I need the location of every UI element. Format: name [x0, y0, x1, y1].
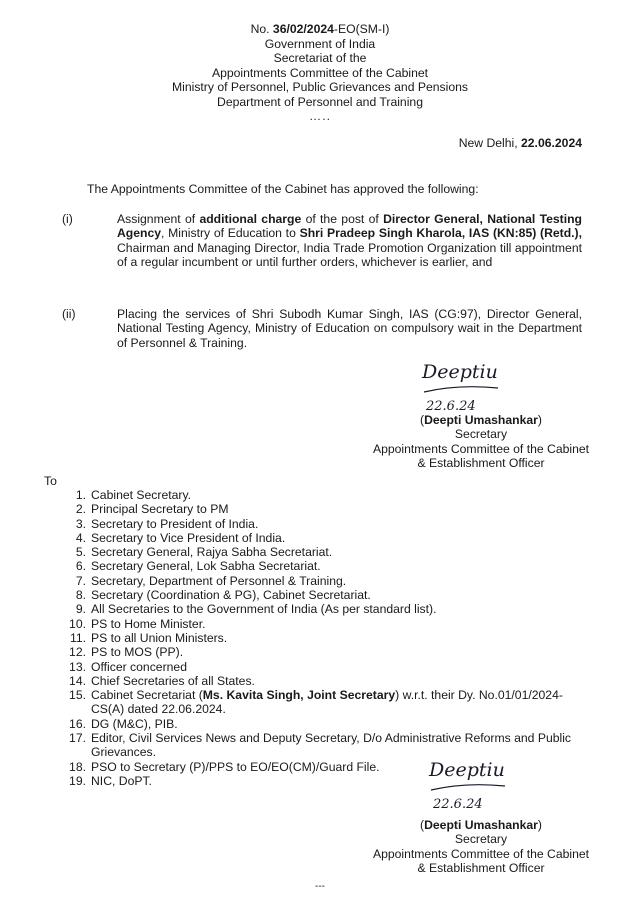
signatory-name: (Deepti Umashankar): [420, 818, 542, 832]
list-item: 4. Secretary to Vice President of India.: [75, 530, 286, 545]
svg-text:Deeptiu: Deeptiu: [429, 759, 505, 781]
header-dots: …..: [309, 109, 331, 123]
item-text-2: Placing the services of Shri Subodh Kumar Singh, IAS (CG:97), Director General, National Testing Agency, Ministry of Education on compulsory wait in the Department of Personnel & Training.: [117, 307, 582, 350]
list-item: 1. Cabinet Secretary.: [75, 488, 192, 502]
place-date: New Delhi, 22.06.2024: [458, 136, 582, 150]
header-line-ministry: Ministry of Personnel, Public Grievances and Pensions: [171, 80, 469, 94]
header-line-department: Department of Personnel and Training: [217, 94, 423, 109]
list-item: 8. Secretary (Coordination & PG), Cabinet Secretariat.: [75, 588, 371, 603]
item-number-1: (i): [62, 212, 73, 226]
signatory-role: & Establishment Officer: [417, 455, 545, 470]
signatory-org: Appointments Committee of the Cabinet: [372, 846, 590, 861]
list-item: 5. Secretary General, Rajya Sabha Secretariat.: [75, 545, 333, 560]
list-item: 14. Chief Secretaries of all States.: [69, 673, 255, 688]
list-item: 12. PS to MOS (PP).: [69, 645, 184, 660]
handwritten-signature: [418, 354, 528, 416]
to-label: To: [44, 474, 57, 488]
list-item: 18. PSO to Secretary (P)/PPS to EO/EO(CM)/Guard File.: [69, 759, 380, 774]
header-line-committee: Appointments Committee of the Cabinet: [211, 65, 429, 80]
list-item: 2. Principal Secretary to PM: [75, 502, 229, 517]
header-line-government: Government of India: [264, 36, 376, 51]
signature-block-1: [320, 413, 640, 470]
list-item: 9. All Secretaries to the Government of India (As per standard list).: [75, 602, 437, 617]
list-item: 16. DG (M&C), PIB.: [69, 716, 178, 731]
svg-text:Deeptiu: Deeptiu: [422, 361, 498, 383]
signatory-name: (Deepti Umashankar): [420, 413, 542, 427]
svg-text:22.6.24: 22.6.24: [433, 797, 483, 812]
signature-block-2: [320, 818, 640, 875]
list-item: 11. PS to all Union Ministers.: [69, 630, 228, 645]
signatory-role: & Establishment Officer: [417, 860, 545, 875]
list-item: 6. Secretary General, Lok Sabha Secretariat.: [75, 559, 321, 574]
list-item: 13. Officer concerned: [69, 659, 187, 674]
list-item: 10. PS to Home Minister.: [69, 616, 206, 631]
header-line-secretariat: Secretariat of the: [273, 51, 367, 65]
reference-number: No. 36/02/2024-EO(SM-I): [250, 22, 390, 36]
recipients-list: [64, 488, 594, 788]
item-text-1: Assignment of additional charge of the post of Director General, National Testing Agency, Ministry of Education to Shri Pradeep Singh Kharola, IAS (KN:85) (Retd.), Chairman and Managing Director, India Trade Promotion Organization till appointment of a regular incumbent or until further orders, whichever is earlier, and: [117, 212, 583, 269]
list-item: 7. Secretary, Department of Personnel & Training.: [75, 573, 347, 588]
list-item: 19. NIC, DoPT.: [69, 773, 152, 788]
footer-mark: ---: [315, 881, 325, 892]
item-number-2: (ii): [62, 307, 76, 321]
signatory-title: Secretary: [454, 832, 508, 847]
list-item: 3. Secretary to President of India.: [75, 516, 259, 531]
svg-text:22.6.24: 22.6.24: [426, 399, 476, 414]
intro-sentence: The Appointments Committee of the Cabinet has approved the following:: [87, 182, 479, 196]
signatory-org: Appointments Committee of the Cabinet: [372, 441, 590, 456]
letter-header: [0, 22, 640, 124]
signatory-title: Secretary: [454, 427, 508, 442]
list-item: 17. Editor, Civil Services News and Deputy Secretary, D/o Administrative Reforms and Public Grievances.: [69, 731, 572, 760]
list-item: 15. Cabinet Secretariat (Ms. Kavita Singh, Joint Secretary) w.r.t. their Dy. No.01/01/2024-CS(A) dated 22.06.2024.: [69, 688, 563, 717]
handwritten-signature: [425, 752, 535, 814]
